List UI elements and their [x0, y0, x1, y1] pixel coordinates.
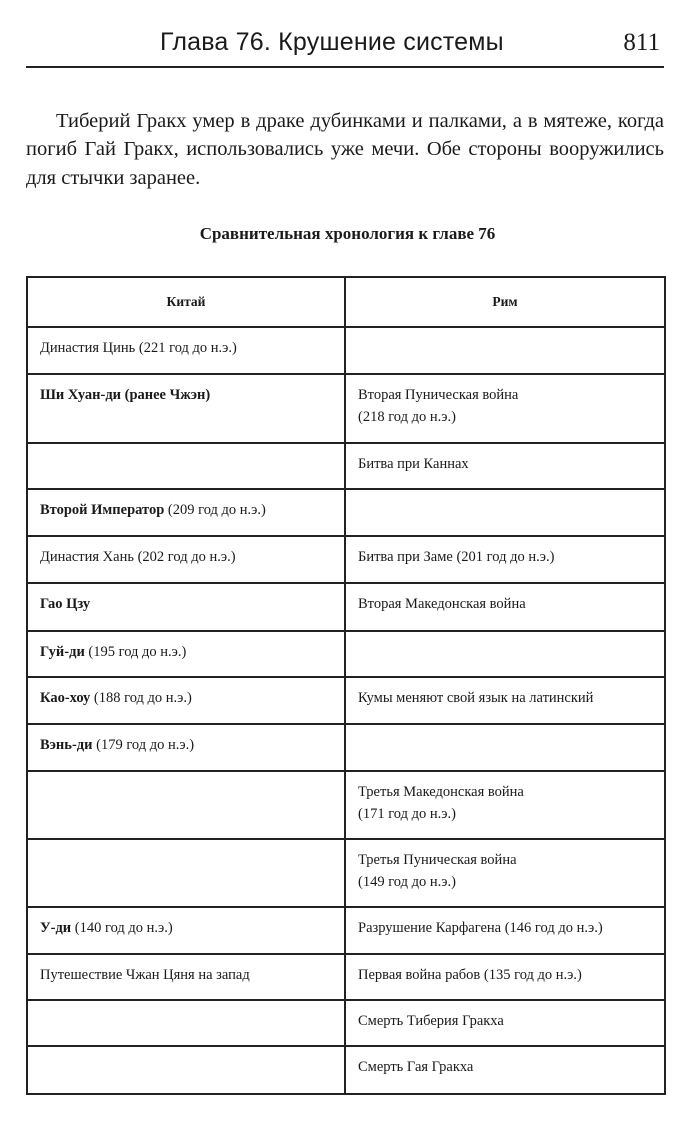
rome-cell [345, 677, 665, 724]
china-event-text: (209 год до н.э.) [164, 502, 266, 518]
rome-cell [345, 1000, 665, 1046]
rome-event-line: Первая война рабов (135 год до н.э.) [358, 967, 582, 983]
table-caption: Сравнительная хронология к главе 76 [199, 224, 496, 243]
china-cell-text [40, 537, 334, 568]
china-cell-text [40, 632, 334, 663]
rome-event-line: Битва при Заме (201 год до н.э.) [358, 549, 555, 565]
rome-cell [345, 536, 665, 583]
china-cell-text [40, 584, 334, 615]
rome-event-line: Вторая Македонская война [358, 596, 526, 612]
running-head [26, 26, 664, 68]
china-cell-text [40, 678, 334, 709]
rome-cell [345, 374, 665, 443]
rome-event-date: (218 год до н.э.) [358, 409, 456, 425]
china-cell-text [40, 955, 334, 986]
table-header-row [27, 277, 665, 327]
rome-cell [345, 631, 665, 677]
rome-cell-text [358, 1047, 654, 1078]
china-cell-text [40, 840, 334, 849]
china-ruler-name: Второй Император [40, 502, 165, 518]
rome-cell-text [358, 490, 654, 499]
china-cell [27, 536, 345, 583]
china-event-text: (188 год до н.э.) [90, 690, 192, 706]
china-cell [27, 724, 345, 771]
table-row [27, 954, 665, 1000]
page-number: 811 [623, 29, 660, 56]
china-event-text: (195 год до н.э.) [84, 644, 187, 660]
column-header-china: Китай [27, 277, 345, 327]
rome-cell-text [358, 678, 654, 709]
chronology-table [26, 276, 666, 1095]
china-ruler-name: Ши Хуан-ди (ранее Чжэн) [40, 387, 211, 403]
china-ruler-name: Вэнь-ди [40, 737, 93, 753]
rome-event-line: Смерть Тиберия Гракха [358, 1013, 504, 1029]
china-event-text: Путешествие Чжан Цяня на запад [40, 967, 250, 983]
china-cell-text [40, 1047, 334, 1056]
body-paragraph: Тиберий Гракх умер в драке дубинками и палками, а в мятеже, когда погиб Гай Гракх, использовались уже мечи. Обе стороны вооружились для стычки заранее. [26, 109, 664, 189]
table-row [27, 907, 665, 954]
rome-cell [345, 954, 665, 1000]
china-cell-text [40, 725, 334, 756]
table-row [27, 1000, 665, 1046]
table-row [27, 724, 665, 771]
china-cell [27, 1046, 345, 1094]
rome-event-date: (171 год до н.э.) [358, 806, 456, 822]
rome-cell-text [358, 328, 654, 337]
china-ruler-name: Гао Цзу [40, 596, 91, 612]
rome-cell-text [358, 444, 654, 475]
china-cell [27, 583, 345, 631]
rome-event-line: Разрушение Карфагена (146 год до н.э.) [358, 920, 603, 936]
rome-event-line: Вторая Пуническая война [358, 387, 519, 403]
rome-event-line: Третья Пуническая война [358, 852, 517, 868]
rome-cell [345, 327, 665, 374]
china-cell-text [40, 908, 334, 939]
china-event-text: (140 год до н.э.) [71, 920, 173, 936]
rome-cell [345, 724, 665, 771]
china-cell [27, 677, 345, 724]
rome-cell [345, 489, 665, 536]
table-row [27, 327, 665, 374]
china-cell-text [40, 772, 334, 781]
rome-cell-text [358, 537, 654, 568]
table-row [27, 839, 665, 907]
table-row [27, 771, 665, 839]
china-cell-text [40, 490, 334, 521]
table-row [27, 631, 665, 677]
rome-event-date: (149 год до н.э.) [358, 874, 456, 890]
china-cell [27, 771, 345, 839]
rome-event-line: Кумы меняют свой язык на латинский [358, 690, 594, 706]
column-header-rome: Рим [345, 277, 665, 327]
table-row [27, 443, 665, 489]
rome-cell-text [358, 840, 654, 893]
china-cell [27, 631, 345, 677]
rome-cell [345, 443, 665, 489]
china-cell-text [40, 1001, 334, 1010]
china-cell [27, 1000, 345, 1046]
rome-event-line: Смерть Гая Гракха [358, 1059, 474, 1075]
china-cell [27, 907, 345, 954]
rome-cell [345, 583, 665, 631]
rome-cell [345, 771, 665, 839]
rome-cell [345, 1046, 665, 1094]
rome-cell-text [358, 772, 654, 825]
table-row [27, 489, 665, 536]
china-cell [27, 489, 345, 536]
table-row [27, 583, 665, 631]
rome-cell-text [358, 1001, 654, 1032]
rome-event-line: Битва при Каннах [358, 456, 469, 472]
rome-cell [345, 839, 665, 907]
china-ruler-name: Као-хоу [40, 690, 91, 706]
rome-cell-text [358, 632, 654, 641]
china-cell-text [40, 328, 334, 359]
china-ruler-name: Гуй-ди [40, 644, 85, 660]
chapter-title: Глава 76. Крушение системы [160, 28, 504, 56]
rome-cell-text [358, 725, 654, 734]
table-row [27, 1046, 665, 1094]
china-cell [27, 443, 345, 489]
rome-event-line: Третья Македонская война [358, 784, 524, 800]
china-event-text: Династия Цинь (221 год до н.э.) [40, 340, 237, 356]
rome-cell [345, 907, 665, 954]
table-row [27, 536, 665, 583]
china-cell [27, 839, 345, 907]
china-event-text: Династия Хань (202 год до н.э.) [40, 549, 236, 565]
rome-cell-text [358, 584, 654, 615]
china-ruler-name: У-ди [40, 920, 72, 936]
china-cell [27, 374, 345, 443]
rome-cell-text [358, 908, 654, 939]
china-cell-text [40, 444, 334, 453]
china-cell [27, 327, 345, 374]
china-cell [27, 954, 345, 1000]
table-row [27, 677, 665, 724]
rome-cell-text [358, 955, 654, 986]
china-event-text: (179 год до н.э.) [92, 737, 195, 753]
rome-cell-text [358, 375, 654, 428]
table-row [27, 374, 665, 443]
table-body [27, 327, 665, 1094]
china-cell-text [40, 375, 334, 406]
